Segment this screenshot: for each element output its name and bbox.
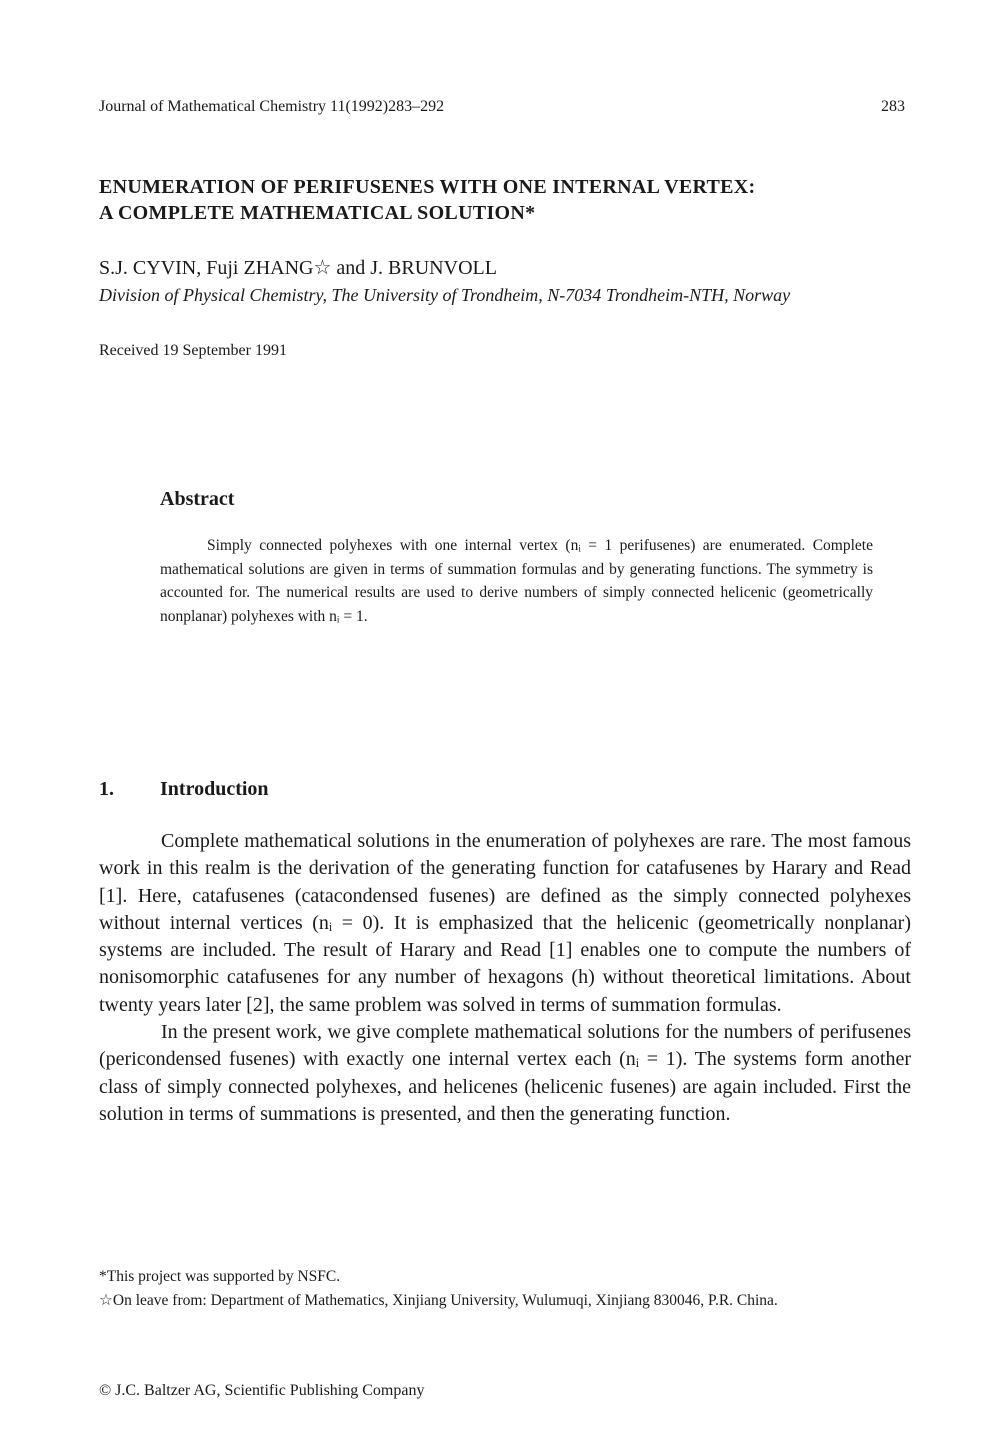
page-number: 283	[881, 98, 905, 115]
intro-paragraph-1: Complete mathematical solutions in the enumeration of polyhexes are rare. The most famous work in this realm is the derivation of the generating function for catafusenes by Harary and Read [1]. Here, catafusenes (catacondensed fusenes) are defined as the simply connected polyhexes without internal vertices (nᵢ = 0). It is emphasized that the helicenic (geometrically nonplanar) systems are included. The result of Harary and Read [1] enables one to compute the numbers of nonisomorphic catafusenes for any number of hexagons (h) without theoretical limitations. About twenty years later [2], the same problem was solved in terms of summation formulas.	[99, 830, 911, 1016]
copyright-notice: © J.C. Baltzer AG, Scientific Publishing Company	[99, 1382, 425, 1399]
running-head	[99, 96, 905, 118]
paper-title	[99, 174, 909, 226]
affiliation: Division of Physical Chemistry, The University of Trondheim, N-7034 Trondheim-NTH, Norway	[99, 285, 791, 305]
abstract-text: Simply connected polyhexes with one internal vertex (nᵢ = 1 perifusenes) are enumerated. Complete mathematical solutions are given in terms of summation formulas and by generating functions. The symmetry is accounted for. The numerical results are used to derive numbers of simply connected helicenic (geometrically nonplanar) polyhexes with nᵢ = 1.	[160, 537, 873, 625]
section-title: Introduction	[160, 778, 269, 800]
received-date: Received 19 September 1991	[99, 342, 287, 359]
title-line-2: A COMPLETE MATHEMATICAL SOLUTION*	[99, 202, 536, 224]
authors: S.J. CYVIN, Fuji ZHANG☆ and J. BRUNVOLL	[99, 257, 497, 279]
footnotes	[99, 1265, 911, 1312]
abstract-body	[160, 534, 873, 628]
section-heading	[99, 776, 269, 802]
journal-citation: Journal of Mathematical Chemistry 11(1992)283–292	[99, 98, 445, 115]
section-number: 1.	[99, 778, 114, 800]
title-line-1: ENUMERATION OF PERIFUSENES WITH ONE INTERNAL VERTEX:	[99, 176, 756, 198]
footnote-2: ☆On leave from: Department of Mathematics, Xinjiang University, Wulumuqi, Xinjiang 830046, P.R. China.	[99, 1291, 778, 1309]
introduction-body	[99, 828, 911, 1128]
intro-paragraph-2: In the present work, we give complete mathematical solutions for the numbers of perifusenes (pericondensed fusenes) with exactly one internal vertex each (nᵢ = 1). The systems form another class of simply connected polyhexes, and helicenes (helicenic fusenes) are again included. First the solution in terms of summations is presented, and then the generating function.	[99, 1021, 911, 1125]
abstract-heading: Abstract	[160, 488, 235, 510]
footnote-1: *This project was supported by NSFC.	[99, 1268, 341, 1285]
